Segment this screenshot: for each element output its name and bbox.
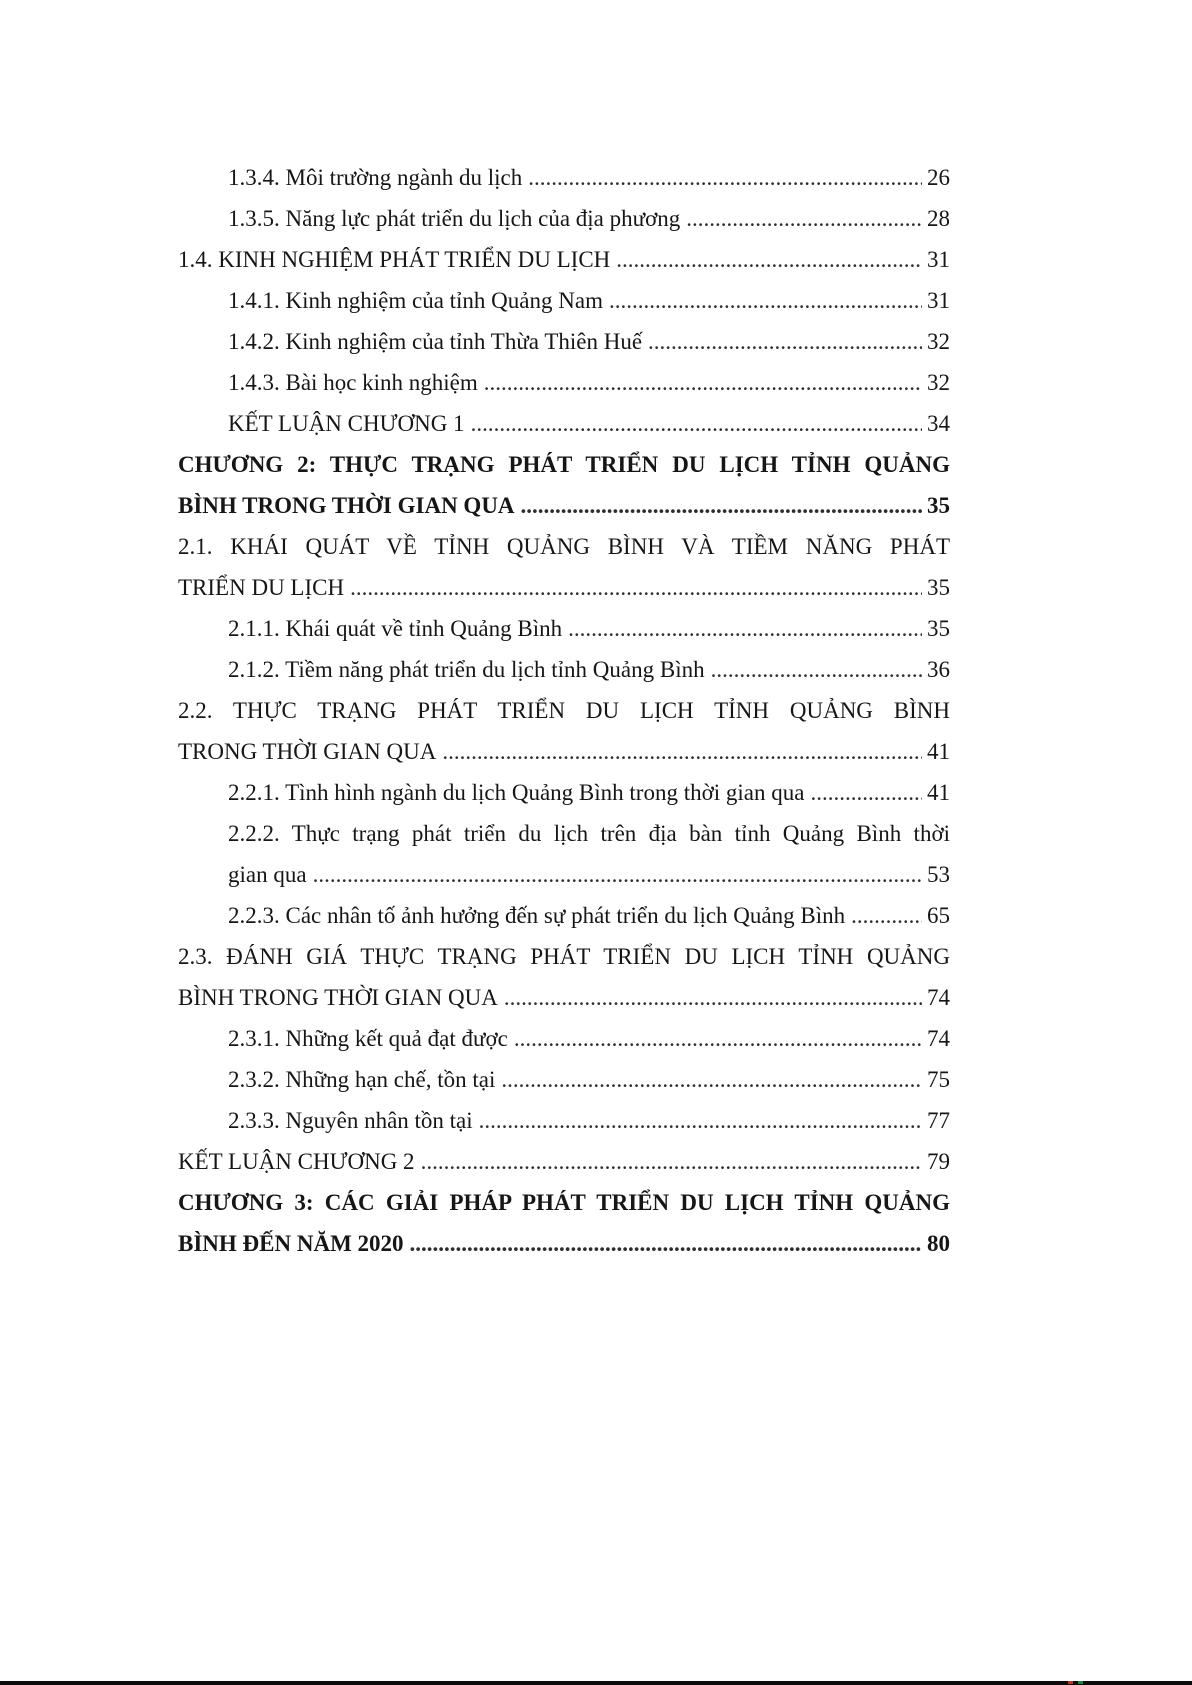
toc-entry — [178, 690, 950, 772]
dot-leader — [711, 649, 922, 690]
toc-entry — [178, 280, 950, 321]
scan-artifact-speck-red — [1068, 1681, 1073, 1684]
dot-leader — [810, 772, 922, 813]
toc-entry-line-last — [178, 1100, 950, 1141]
toc-entry-line-last — [178, 608, 950, 649]
toc-entry — [178, 403, 950, 444]
toc-entry-line: 2.3. ĐÁNH GIÁ THỰC TRẠNG PHÁT TRIỂN DU LỊCH TỈNH QUẢNG — [178, 944, 950, 969]
toc-entry-page-number: 26 — [927, 165, 950, 190]
dot-leader — [514, 1018, 922, 1059]
toc-entry-page-number: 35 — [927, 493, 950, 518]
toc-entry — [178, 1100, 950, 1141]
toc-entry-label: 1.4.2. Kinh nghiệm của tỉnh Thừa Thiên Huế — [228, 329, 643, 354]
toc-entry — [178, 1141, 950, 1182]
toc-entry-line: CHƯƠNG 2: THỰC TRẠNG PHÁT TRIỂN DU LỊCH TỈNH QUẢNG — [178, 452, 950, 477]
toc-entry-page-number: 32 — [927, 329, 950, 354]
dot-leader — [851, 895, 922, 936]
toc-entry-page-number: 31 — [927, 247, 950, 272]
toc-entry-page-number: 41 — [927, 780, 950, 805]
toc-entry-line: 2.1. KHÁI QUÁT VỀ TỈNH QUẢNG BÌNH VÀ TIỀM NĂNG PHÁT — [178, 534, 950, 559]
toc-entry-line-last — [178, 977, 950, 1018]
toc-entry-line-last — [178, 403, 950, 444]
toc-entry-page-number: 41 — [927, 739, 950, 764]
toc-entry-page-number: 77 — [927, 1108, 950, 1133]
dot-leader — [609, 280, 922, 321]
toc-entry-line-last — [178, 485, 950, 526]
toc-entry-label: 2.1.1. Khái quát về tỉnh Quảng Bình — [228, 616, 563, 641]
toc-entry-page-number: 35 — [927, 575, 950, 600]
dot-leader — [686, 198, 922, 239]
toc-entry-page-number: 79 — [927, 1149, 950, 1174]
toc-entry-line-last — [178, 1141, 950, 1182]
toc-entry-line-last — [178, 731, 950, 772]
toc-entry-label: 2.3.2. Những hạn chế, tồn tại — [228, 1067, 496, 1092]
toc-entry — [178, 526, 950, 608]
toc-entry — [178, 444, 950, 526]
toc-entry-line-last — [178, 1059, 950, 1100]
toc-entry-page-number: 28 — [927, 206, 950, 231]
dot-leader — [528, 157, 922, 198]
toc-entry — [178, 1018, 950, 1059]
toc-entry-label: TRONG THỜI GIAN QUA — [178, 739, 437, 764]
toc-entry — [178, 895, 950, 936]
toc-entry-page-number: 32 — [927, 370, 950, 395]
toc-entry-label: gian qua — [228, 862, 307, 887]
toc-entry-line-last — [178, 198, 950, 239]
toc-entry-page-number: 80 — [927, 1231, 950, 1256]
toc-entry-label: 2.1.2. Tiềm năng phát triển du lịch tỉnh Quảng Bình — [228, 657, 705, 682]
toc-entry-line-last — [178, 157, 950, 198]
toc-entry — [178, 608, 950, 649]
scan-artifact-speck-green — [1078, 1681, 1083, 1684]
toc-entry-label: 1.4.3. Bài học kinh nghiệm — [228, 370, 478, 395]
toc-entry-line-last — [178, 854, 950, 895]
toc-entry — [178, 649, 950, 690]
toc-entry-page-number: 74 — [927, 985, 950, 1010]
toc-entry-line-last — [178, 895, 950, 936]
toc-entry-line-last — [178, 649, 950, 690]
dot-leader — [504, 977, 922, 1018]
toc-entry-label: 1.3.4. Môi trường ngành du lịch — [228, 165, 523, 190]
toc-entry-line: 2.2.2. Thực trạng phát triển du lịch trên địa bàn tỉnh Quảng Bình thời — [228, 821, 950, 846]
toc-entry — [178, 772, 950, 813]
dot-leader — [410, 1223, 922, 1264]
toc-entry-line: 2.2. THỰC TRẠNG PHÁT TRIỂN DU LỊCH TỈNH QUẢNG BÌNH — [178, 698, 950, 723]
dot-leader — [616, 239, 922, 280]
toc-entry — [178, 1059, 950, 1100]
dot-leader — [521, 485, 922, 526]
toc-entry-line-last — [178, 362, 950, 403]
toc-entry — [178, 362, 950, 403]
toc-entry-page-number: 31 — [927, 288, 950, 313]
toc-list — [178, 157, 950, 1264]
toc-entry-page-number: 65 — [927, 903, 950, 928]
toc-entry-label: 2.3.1. Những kết quả đạt được — [228, 1026, 508, 1051]
toc-entry — [178, 198, 950, 239]
dot-leader — [479, 1100, 922, 1141]
dot-leader — [471, 403, 922, 444]
toc-entry-page-number: 34 — [927, 411, 950, 436]
dot-leader — [648, 321, 922, 362]
toc-entry — [178, 239, 950, 280]
toc-entry — [178, 157, 950, 198]
dot-leader — [442, 731, 922, 772]
toc-entry-label: KẾT LUẬN CHƯƠNG 1 — [228, 411, 465, 436]
toc-entry-label: TRIỂN DU LỊCH — [178, 575, 345, 600]
toc-entry-page-number: 74 — [927, 1026, 950, 1051]
toc-entry-line: CHƯƠNG 3: CÁC GIẢI PHÁP PHÁT TRIỂN DU LỊCH TỈNH QUẢNG — [178, 1190, 950, 1215]
dot-leader — [421, 1141, 922, 1182]
toc-entry-label: 2.2.1. Tình hình ngành du lịch Quảng Bình trong thời gian qua — [228, 780, 805, 805]
toc-entry-page-number: 75 — [927, 1067, 950, 1092]
toc-entry-label: BÌNH TRONG THỜI GIAN QUA — [178, 493, 515, 518]
toc-entry-line-last — [178, 1223, 950, 1264]
toc-entry-line-last — [178, 772, 950, 813]
toc-entry-label: 1.3.5. Năng lực phát triển du lịch của địa phương — [228, 206, 681, 231]
dot-leader — [313, 854, 922, 895]
toc-entry-page-number: 36 — [927, 657, 950, 682]
toc-entry — [178, 321, 950, 362]
dot-leader — [350, 567, 922, 608]
toc-entry — [178, 813, 950, 895]
toc-entry-label: 2.2.3. Các nhân tố ảnh hưởng đến sự phát triển du lịch Quảng Bình — [228, 903, 846, 928]
toc-entry-label: KẾT LUẬN CHƯƠNG 2 — [178, 1149, 415, 1174]
toc-entry — [178, 936, 950, 1018]
toc-entry-label: BÌNH ĐẾN NĂM 2020 — [178, 1231, 404, 1256]
toc-entry-label: 1.4. KINH NGHIỆM PHÁT TRIỂN DU LỊCH — [178, 247, 611, 272]
dot-leader — [501, 1059, 922, 1100]
toc-entry-line-last — [178, 567, 950, 608]
toc-entry-line-last — [178, 239, 950, 280]
toc-entry-label: 2.3.3. Nguyên nhân tồn tại — [228, 1108, 473, 1133]
bottom-edge-bar — [0, 1681, 1192, 1685]
toc-entry-line-last — [178, 1018, 950, 1059]
toc-entry-page-number: 35 — [927, 616, 950, 641]
dot-leader — [484, 362, 922, 403]
toc-entry-label: 1.4.1. Kinh nghiệm của tỉnh Quảng Nam — [228, 288, 603, 313]
toc-entry-line-last — [178, 280, 950, 321]
toc-entry-line-last — [178, 321, 950, 362]
toc-entry-label: BÌNH TRONG THỜI GIAN QUA — [178, 985, 498, 1010]
toc-entry — [178, 1182, 950, 1264]
dot-leader — [568, 608, 922, 649]
toc-entry-page-number: 53 — [927, 862, 950, 887]
